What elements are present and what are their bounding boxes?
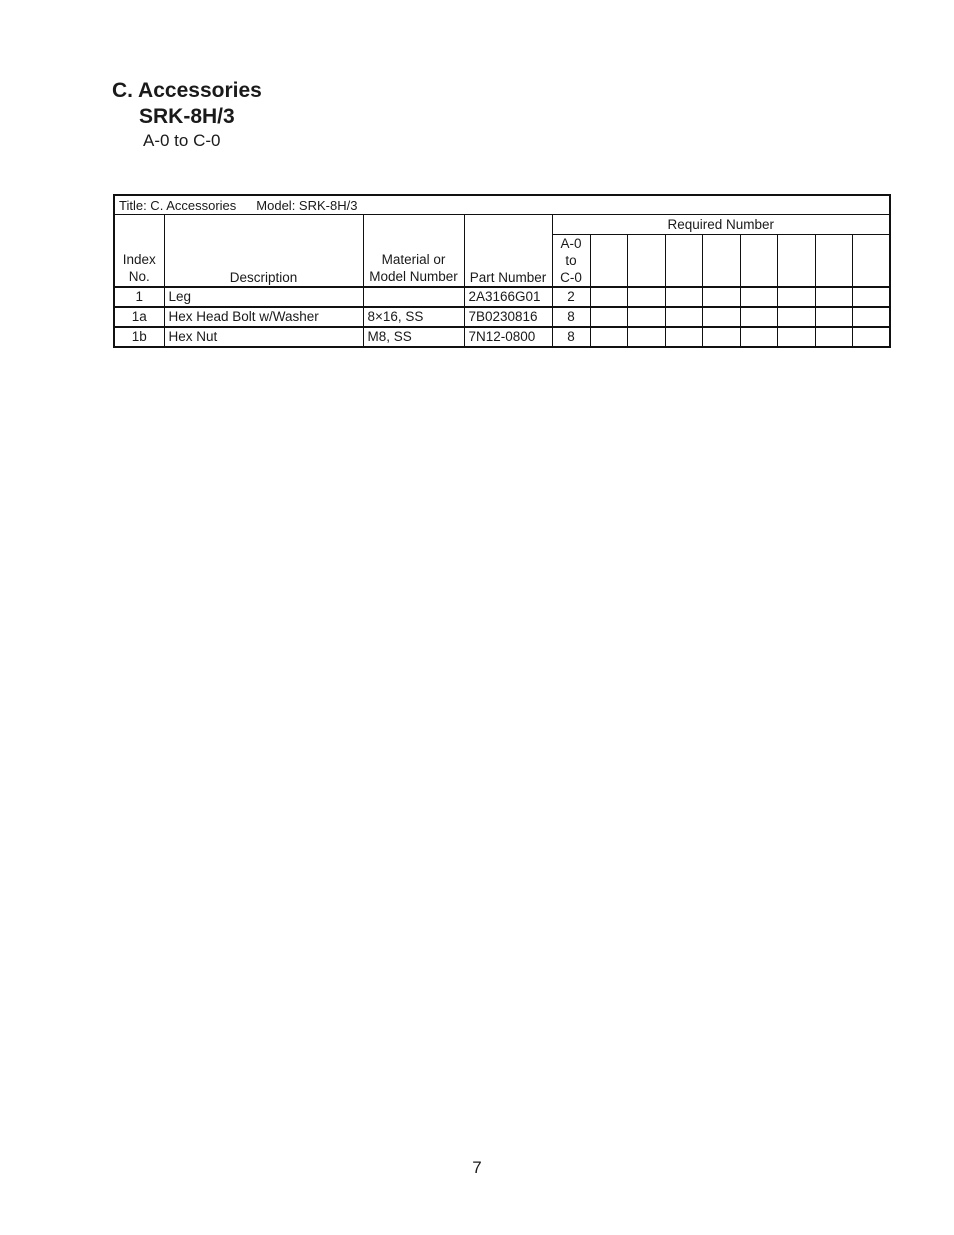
range-header: A-0 to C-0 — [552, 235, 590, 288]
part-number-cell: 7B0230816 — [464, 307, 552, 327]
table-row — [114, 307, 890, 327]
description-cell: Leg — [164, 287, 363, 307]
section-title: C. Accessories — [112, 79, 262, 102]
material-header: Material or Model Number — [363, 215, 464, 288]
table-title: Title: C. Accessories — [119, 197, 237, 213]
section-heading — [112, 78, 262, 152]
description-cell: Hex Nut — [164, 327, 363, 347]
serial-range: A-0 to C-0 — [143, 131, 221, 150]
quantity-cell: 8 — [552, 327, 590, 347]
required-number-header: Required Number — [552, 215, 890, 235]
description-cell: Hex Head Bolt w/Washer — [164, 307, 363, 327]
quantity-cell: 8 — [552, 307, 590, 327]
table-row — [114, 287, 890, 307]
part-number-header: Part Number — [464, 215, 552, 288]
part-number-cell: 7N12-0800 — [464, 327, 552, 347]
index-cell: 1b — [114, 327, 164, 347]
quantity-cell: 2 — [552, 287, 590, 307]
material-cell — [363, 287, 464, 307]
page-number: 7 — [472, 1158, 482, 1177]
description-header: Description — [164, 215, 363, 288]
index-cell: 1a — [114, 307, 164, 327]
model-name: SRK-8H/3 — [139, 105, 235, 128]
table-row — [114, 327, 890, 347]
part-number-cell: 2A3166G01 — [464, 287, 552, 307]
required-number-row — [114, 215, 890, 235]
material-cell: 8×16, SS — [363, 307, 464, 327]
parts-table — [113, 194, 891, 348]
material-cell: M8, SS — [363, 327, 464, 347]
index-header: Index No. — [114, 215, 164, 288]
table-model: Model: SRK-8H/3 — [256, 197, 358, 213]
table-title-row — [114, 195, 890, 215]
index-cell: 1 — [114, 287, 164, 307]
